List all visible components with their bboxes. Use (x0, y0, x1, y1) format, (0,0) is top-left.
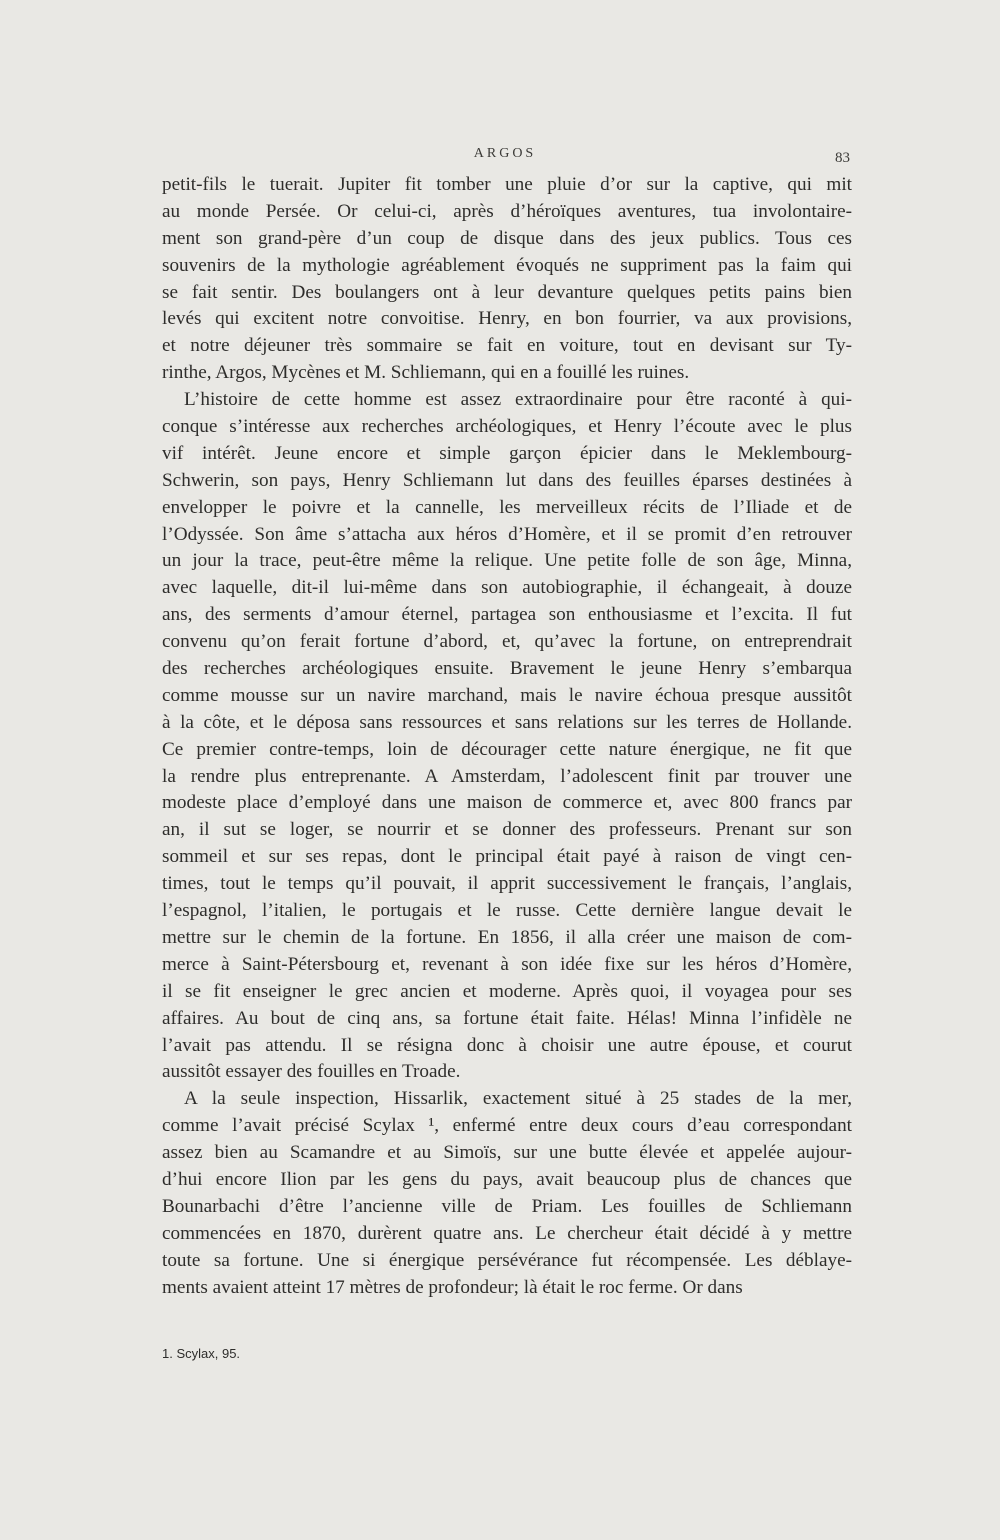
paragraph (162, 172, 852, 387)
text-line: avec laquelle, dit-il lui-même dans son autobiographie, il échangeait, à douze (162, 577, 852, 599)
text-line: sommeil et sur ses repas, dont le principal était payé à raison de vingt cen- (162, 846, 852, 868)
text-line: commencées en 1870, durèrent quatre ans. Le chercheur était décidé à y mettre (162, 1222, 852, 1244)
text-line: A la seule inspection, Hissarlik, exactement situé à 25 stades de la mer, (184, 1088, 852, 1110)
footnote: 1. Scylax, 95. (162, 1346, 241, 1361)
text-line: Bounarbachi d’être l’ancienne ville de Priam. Les fouilles de Schliemann (162, 1195, 852, 1217)
text-line: vif intérêt. Jeune encore et simple garçon épicier dans le Meklembourg- (162, 442, 852, 464)
text-line: un jour la trace, peut-être même la relique. Une petite folle de son âge, Minna, (162, 550, 852, 572)
text-line: affaires. Au bout de cinq ans, sa fortune était faite. Hélas! Minna l’infidèle ne (162, 1007, 852, 1029)
text-line: il se fit enseigner le grec ancien et moderne. Après quoi, il voyagea pour ses (162, 980, 852, 1002)
paragraph (162, 1086, 852, 1301)
text-line: mettre sur le chemin de la fortune. En 1856, il alla créer une maison de com- (162, 926, 852, 948)
body-text (162, 172, 852, 1301)
text-line: petit-fils le tuerait. Jupiter fit tomber une pluie d’or sur la captive, qui mit (162, 174, 852, 195)
text-line: ments avaient atteint 17 mètres de profondeur; là était le roc ferme. Or dans (162, 1276, 743, 1298)
text-line: Schwerin, son pays, Henry Schliemann lut dans des feuilles éparses destinées à (162, 469, 852, 491)
page-header (160, 146, 850, 168)
text-line: rinthe, Argos, Mycènes et M. Schliemann, qui en a fouillé les ruines. (162, 362, 690, 384)
text-line: l’espagnol, l’italien, le portugais et le russe. Cette dernière langue devait le (162, 900, 852, 922)
text-line: et notre déjeuner très sommaire se fait en voiture, tout en devisant sur Ty- (162, 335, 852, 357)
text-line: au monde Persée. Or celui-ci, après d’héroïques aventures, tua involontaire- (162, 200, 852, 222)
text-line: ment son grand-père d’un coup de disque dans des jeux publics. Tous ces (162, 227, 852, 249)
text-line: se fait sentir. Des boulangers ont à leur devanture quelques petits pains bien (162, 281, 852, 303)
text-line: convenu qu’on ferait fortune d’abord, et, qu’avec la fortune, on entreprendrait (162, 631, 852, 653)
text-line: l’avait pas attendu. Il se résigna donc à choisir une autre épouse, et courut (162, 1034, 852, 1056)
text-line: L’histoire de cette homme est assez extraordinaire pour être raconté à qui- (184, 389, 852, 411)
text-line: comme mousse sur un navire marchand, mais le navire échoua presque aussitôt (162, 684, 852, 706)
text-line: des recherches archéologiques ensuite. Bravement le jeune Henry s’embarqua (162, 658, 852, 680)
text-line: levés qui excitent notre convoitise. Henry, en bon fourrier, va aux provisions, (162, 308, 852, 330)
text-line: times, tout le temps qu’il pouvait, il apprit successivement le français, l’anglais, (162, 873, 852, 895)
text-line: Ce premier contre-temps, loin de décourager cette nature énergique, ne fit que (162, 738, 852, 760)
text-line: conque s’intéresse aux recherches archéologiques, et Henry l’écoute avec le plus (162, 416, 852, 438)
text-line: merce à Saint-Pétersbourg et, revenant à son idée fixe sur les héros d’Homère, (162, 953, 852, 975)
text-line: comme l’avait précisé Scylax ¹, enfermé entre deux cours d’eau correspondant (162, 1115, 852, 1137)
running-title: ARGOS (473, 146, 537, 161)
text-line: envelopper le poivre et la cannelle, les merveilleux récits de l’Iliade et de (162, 496, 852, 518)
paragraph (162, 387, 852, 1086)
text-line: aussitôt essayer des fouilles en Troade. (162, 1061, 461, 1083)
text-line: assez bien au Scamandre et au Simoïs, sur une butte élevée et appelée aujour- (162, 1142, 852, 1164)
text-line: souvenirs de la mythologie agréablement évoqués ne suppriment pas la faim qui (162, 254, 852, 276)
text-line: modeste place d’employé dans une maison de commerce et, avec 800 francs par (162, 792, 852, 814)
page-number: 83 (835, 150, 850, 166)
text-line: toute sa fortune. Une si énergique persévérance fut récompensée. Les déblaye- (162, 1249, 852, 1271)
text-line: ans, des serments d’amour éternel, partagea son enthousiasme et l’excita. Il fut (162, 604, 852, 626)
text-line: à la côte, et le déposa sans ressources et sans relations sur les terres de Hollande. (162, 711, 852, 733)
text-line: d’hui encore Ilion par les gens du pays, avait beaucoup plus de chances que (162, 1168, 852, 1190)
text-line: an, il sut se loger, se nourrir et se donner des professeurs. Prenant sur son (162, 819, 852, 841)
text-line: la rendre plus entreprenante. A Amsterdam, l’adolescent finit par trouver une (162, 765, 852, 787)
text-line: l’Odyssée. Son âme s’attacha aux héros d’Homère, et il se promit d’en retrouver (162, 523, 852, 545)
